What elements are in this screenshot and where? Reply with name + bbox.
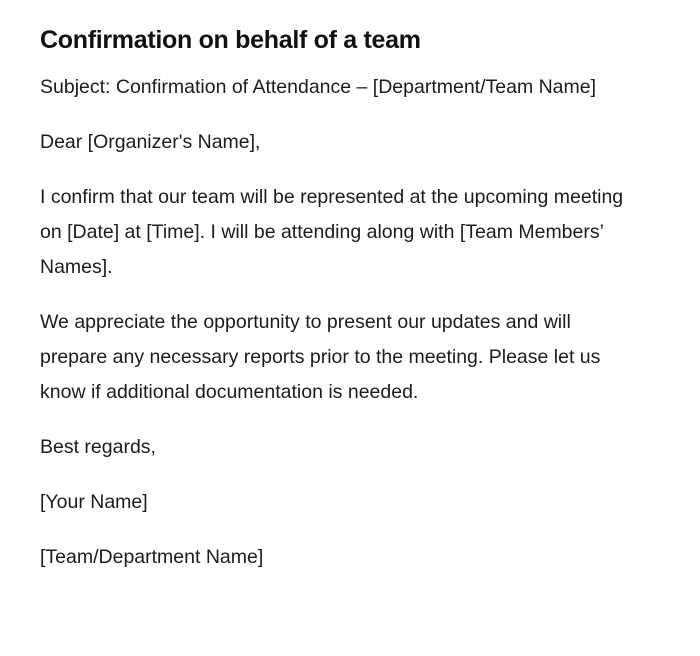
closing: Best regards, <box>40 436 156 458</box>
body-paragraph-1: I confirm that our team will be represented at the upcoming meeting on [Date] at [Time]. I will be attending along with [Team Members’ Names]. <box>40 186 624 278</box>
letter-document <box>40 22 640 595</box>
signature-department: [Team/Department Name] <box>40 546 264 568</box>
subject-line: Subject: Confirmation of Attendance – [Department/Team Name] <box>40 76 597 98</box>
document-title: Confirmation on behalf of a team <box>40 26 421 54</box>
greeting: Dear [Organizer's Name], <box>40 131 261 153</box>
signature-name: [Your Name] <box>40 491 148 513</box>
body-paragraph-2: We appreciate the opportunity to present our updates and will prepare any necessary reports prior to the meeting. Please let us know if additional documentation is needed. <box>40 311 601 403</box>
